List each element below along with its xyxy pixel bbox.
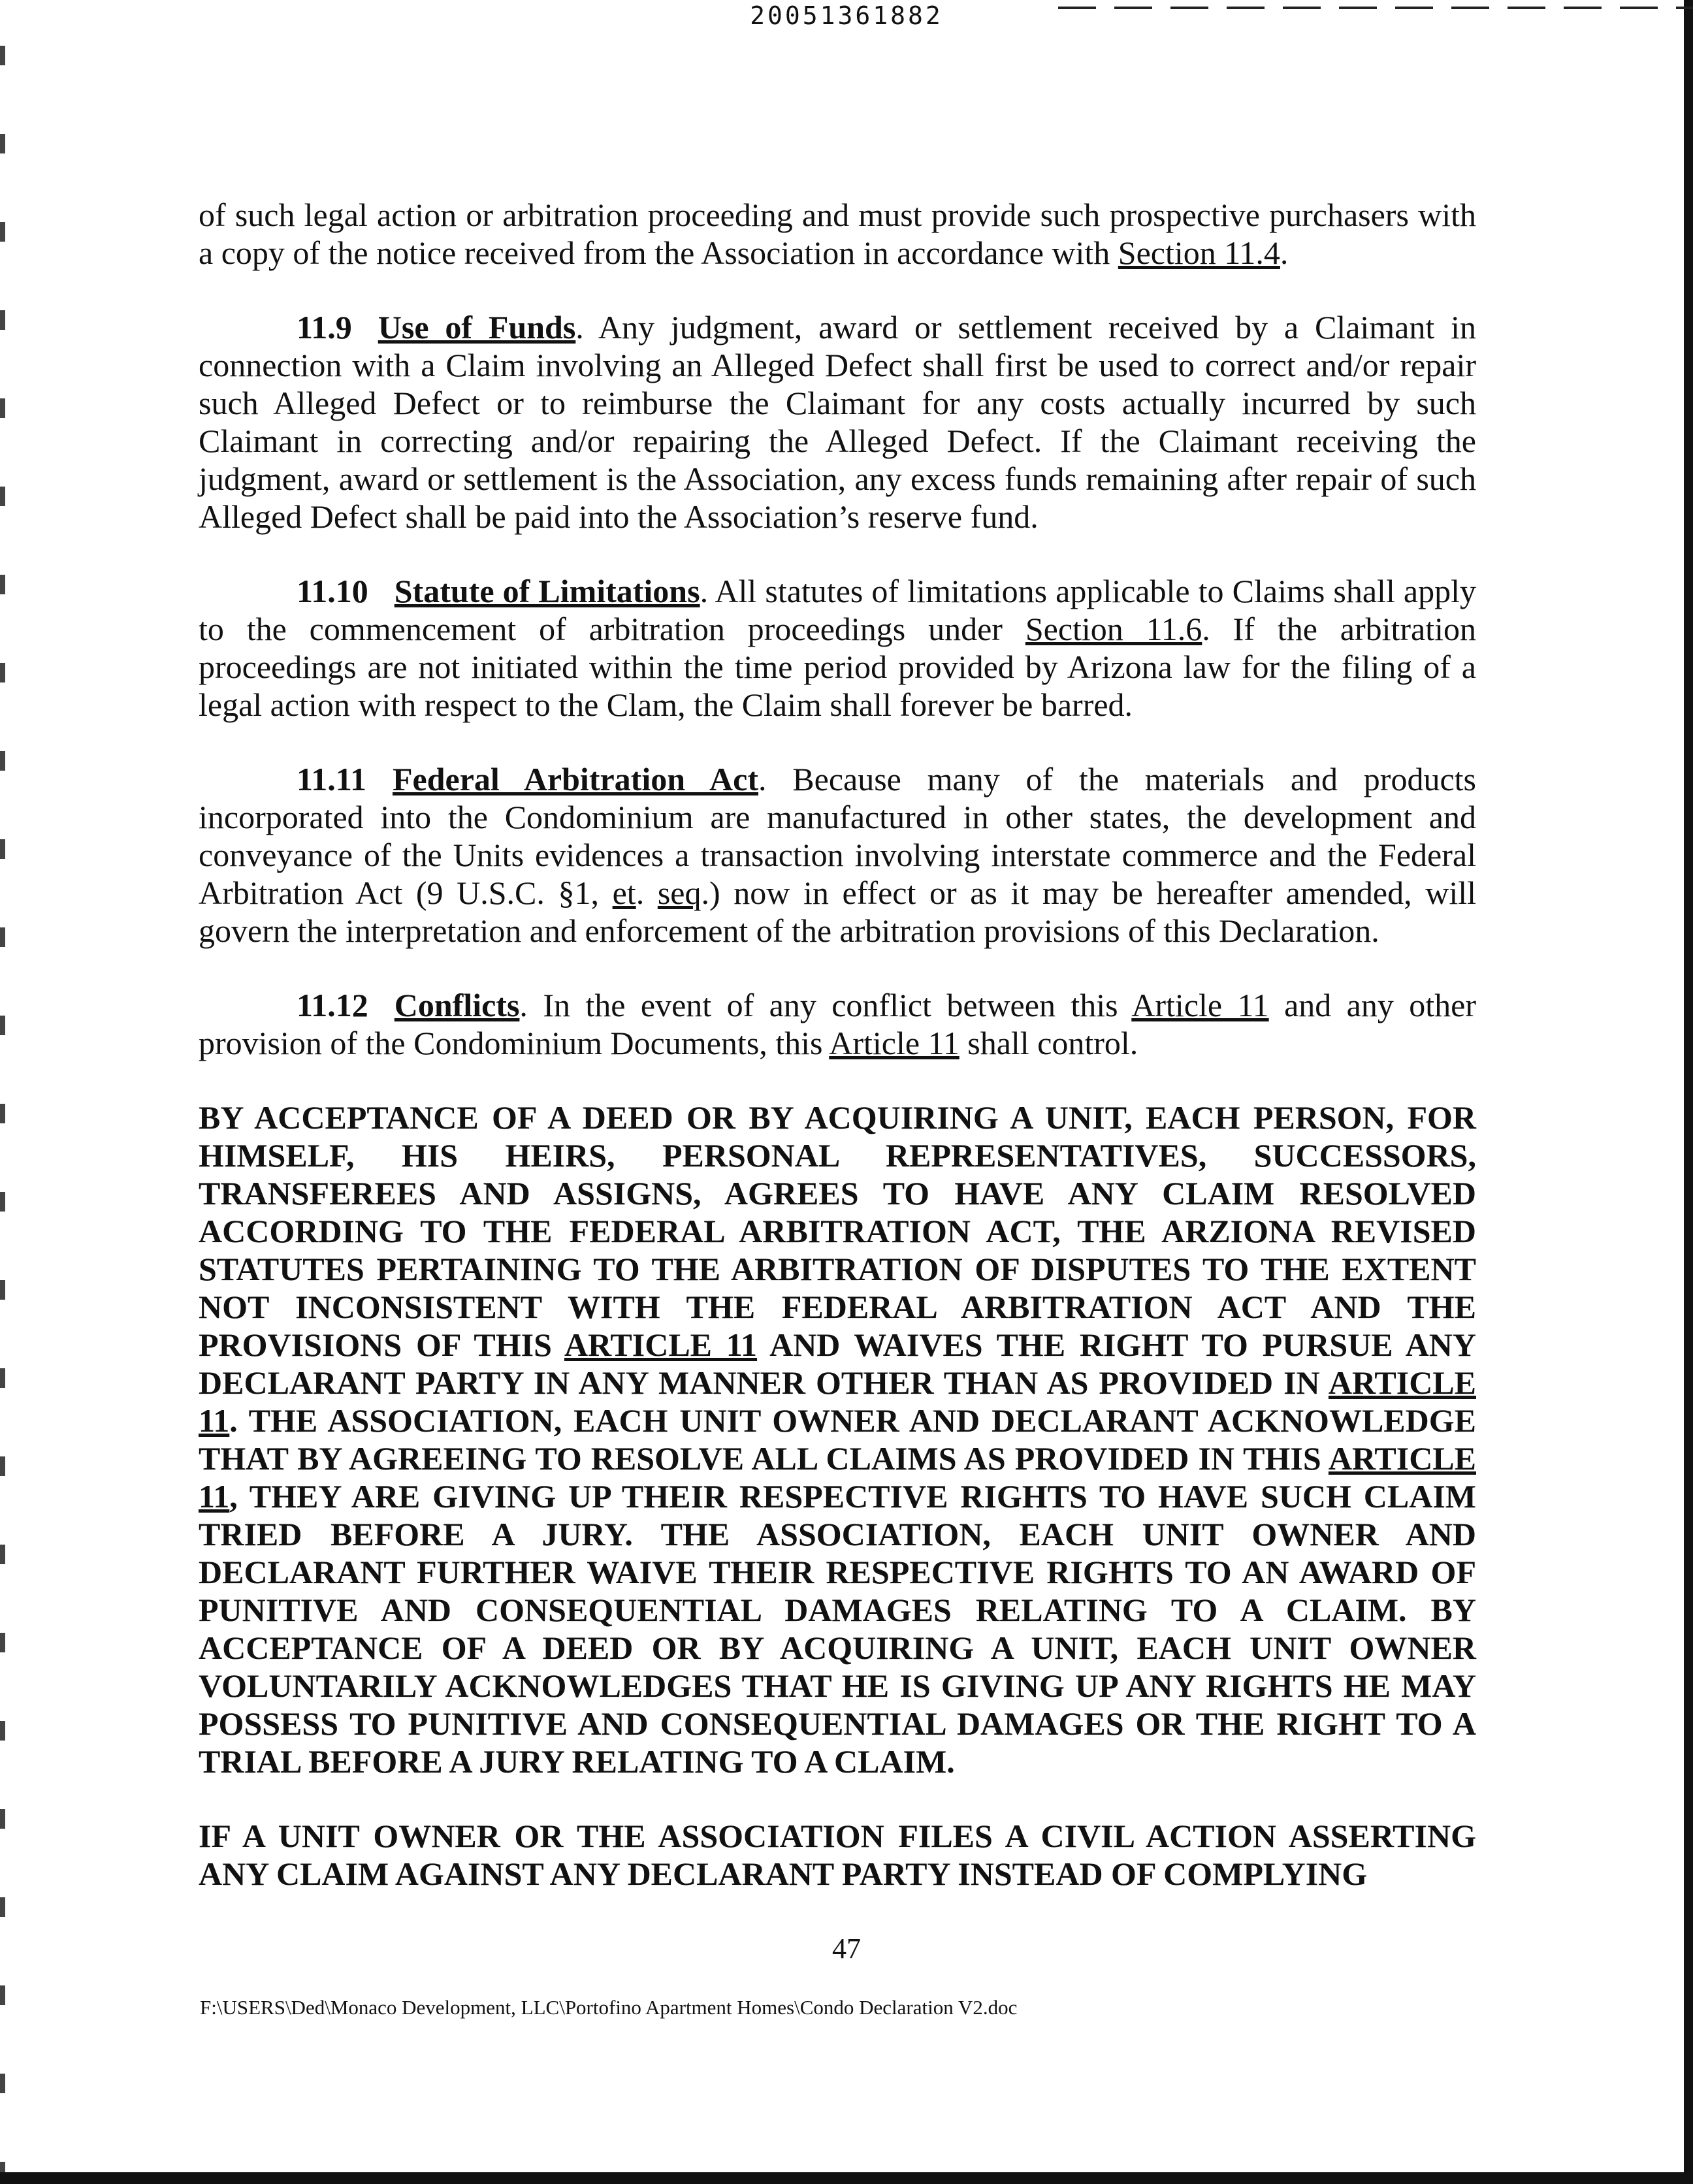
section-number: 11.9 (297, 309, 352, 345)
continuation-text-b: . (1280, 234, 1289, 271)
article-ref-2: Article 11 (829, 1025, 959, 1061)
document-id: 20051361882 (750, 1, 943, 30)
continuation-text-a: of such legal action or arbitration proceeding and must provide such prospective purchasers with a copy of the notice received from the Association in accordance with (199, 197, 1476, 271)
waiver-text-b: AND WAIVES THE RIGHT TO PURSUE ANY DECLARANT PARTY IN ANY MANNER OTHER THAN AS PROVIDED IN (199, 1326, 1476, 1401)
section-text-b: . If the arbitration proceedings are not initiated within the time period provided by Arizona law for the filing of a legal action with respect to the Clam, the Claim shall forever be barred. (199, 611, 1476, 723)
section-text: . Any judgment, award or settlement received by a Claimant in connection with a Claim involving an Alleged Defect shall first be used to correct and/or repair such Alleged Defect or to reimburse the Claimant for any costs actually incurred by such Claimant in correcting and/or repairing the Alleged Defect. If the Claimant receiving the judgment, award or settlement is the Association, any excess funds remaining after repair of such Alleged Defect shall be paid into the Association’s reserve fund. (199, 309, 1476, 535)
section-heading: Statute of Limitations (394, 573, 700, 609)
section-number: 11.12 (297, 987, 368, 1023)
section-11-9 (199, 308, 1476, 536)
waiver-paragraph (199, 1099, 1476, 1780)
scan-bottom-border (0, 2172, 1693, 2184)
section-heading: Conflicts (394, 987, 520, 1023)
article-ref-1: ARTICLE 11 (564, 1326, 758, 1363)
document-body (199, 196, 1476, 1929)
section-text-a: . In the event of any conflict between this (519, 987, 1132, 1023)
section-text-a: . All statutes of limitations applicable to Claims shall apply to the commencement of arbitration proceedings under (199, 573, 1476, 647)
file-path-footer: F:\USERS\Ded\Monaco Development, LLC\Portofino Apartment Homes\Condo Declaration V2.doc (200, 1996, 1018, 2019)
seq-abbrev: seq (657, 875, 701, 911)
section-text-a: . Because many of the materials and products incorporated into the Condominium are manufactured in other states, the development and conveyance of the Units evidences a transaction involving interstate commerce and the Federal Arbitration Act (9 U.S.C. §1, (199, 761, 1476, 911)
section-11-11 (199, 760, 1476, 950)
waiver-text-d: , THEY ARE GIVING UP THEIR RESPECTIVE RIGHTS TO HAVE SUCH CLAIM TRIED BEFORE A JURY. THE ASSOCIATION, EACH UNIT OWNER AND DECLARANT FURTHER WAIVE THEIR RESPECTIVE RIGHTS TO AN AWARD OF PUNITIVE AND CONSEQUENTIAL DAMAGES RELATING TO A CLAIM. BY ACCEPTANCE OF A DEED OR BY ACQUIRING A UNIT, EACH UNIT OWNER VOLUNTARILY ACKNOWLEDGES THAT HE IS GIVING UP ANY RIGHTS HE MAY POSSESS TO PUNITIVE AND CONSEQUENTIAL DAMAGES OR THE RIGHT TO A TRIAL BEFORE A JURY RELATING TO A CLAIM. (199, 1478, 1476, 1780)
civil-action-paragraph (199, 1817, 1476, 1893)
section-ref: Section 11.4 (1118, 234, 1280, 271)
section-text-b: .) now in effect or as it may be hereafter amended, will govern the interpretation and enforcement of the arbitration provisions of this Declaration. (199, 875, 1476, 949)
section-text-mid: . (636, 875, 658, 911)
section-11-12 (199, 986, 1476, 1062)
scan-right-border (1684, 0, 1693, 2184)
article-ref-3: ARTICLE 11 (199, 1440, 1476, 1515)
civil-action-text: IF A UNIT OWNER OR THE ASSOCIATION FILES A CIVIL ACTION ASSERTING ANY CLAIM AGAINST ANY DECLARANT PARTY INSTEAD OF COMPLYING (199, 1818, 1476, 1892)
waiver-text-a: BY ACCEPTANCE OF A DEED OR BY ACQUIRING A UNIT, EACH PERSON, FOR HIMSELF, HIS HEIRS, PERSONAL REPRESENTATIVES, SUCCESSORS, TRANSFEREES AND ASSIGNS, AGREES TO HAVE ANY CLAIM RESOLVED ACCORDING TO THE FEDERAL ARBITRATION ACT, THE ARZIONA REVISED STATUTES PERTAINING TO THE ARBITRATION OF DISPUTES TO THE EXTENT NOT INCONSISTENT WITH THE FEDERAL ARBITRATION ACT AND THE PROVISIONS OF THIS (199, 1099, 1476, 1363)
section-11-10 (199, 572, 1476, 724)
section-ref: Section 11.6 (1025, 611, 1202, 647)
article-ref-1: Article 11 (1131, 987, 1269, 1023)
scan-edge-marks (0, 0, 5, 2184)
section-text-c: shall control. (959, 1025, 1138, 1061)
et-abbrev: et (612, 875, 636, 911)
section-heading: Federal Arbitration Act (392, 761, 758, 797)
section-number: 11.10 (297, 573, 368, 609)
waiver-text-c: . THE ASSOCIATION, EACH UNIT OWNER AND DECLARANT ACKNOWLEDGE THAT BY AGREEING TO RESOLVE ALL CLAIMS AS PROVIDED IN THIS (199, 1402, 1476, 1477)
article-ref-2: ARTICLE 11 (199, 1364, 1476, 1439)
page-number: 47 (832, 1933, 861, 1965)
section-text-b: and any other provision of the Condominium Documents, this (199, 987, 1477, 1061)
section-heading: Use of Funds (378, 309, 576, 345)
section-number: 11.11 (297, 761, 366, 797)
header-dashed-rule (1058, 7, 1693, 9)
continuation-paragraph (199, 196, 1476, 272)
